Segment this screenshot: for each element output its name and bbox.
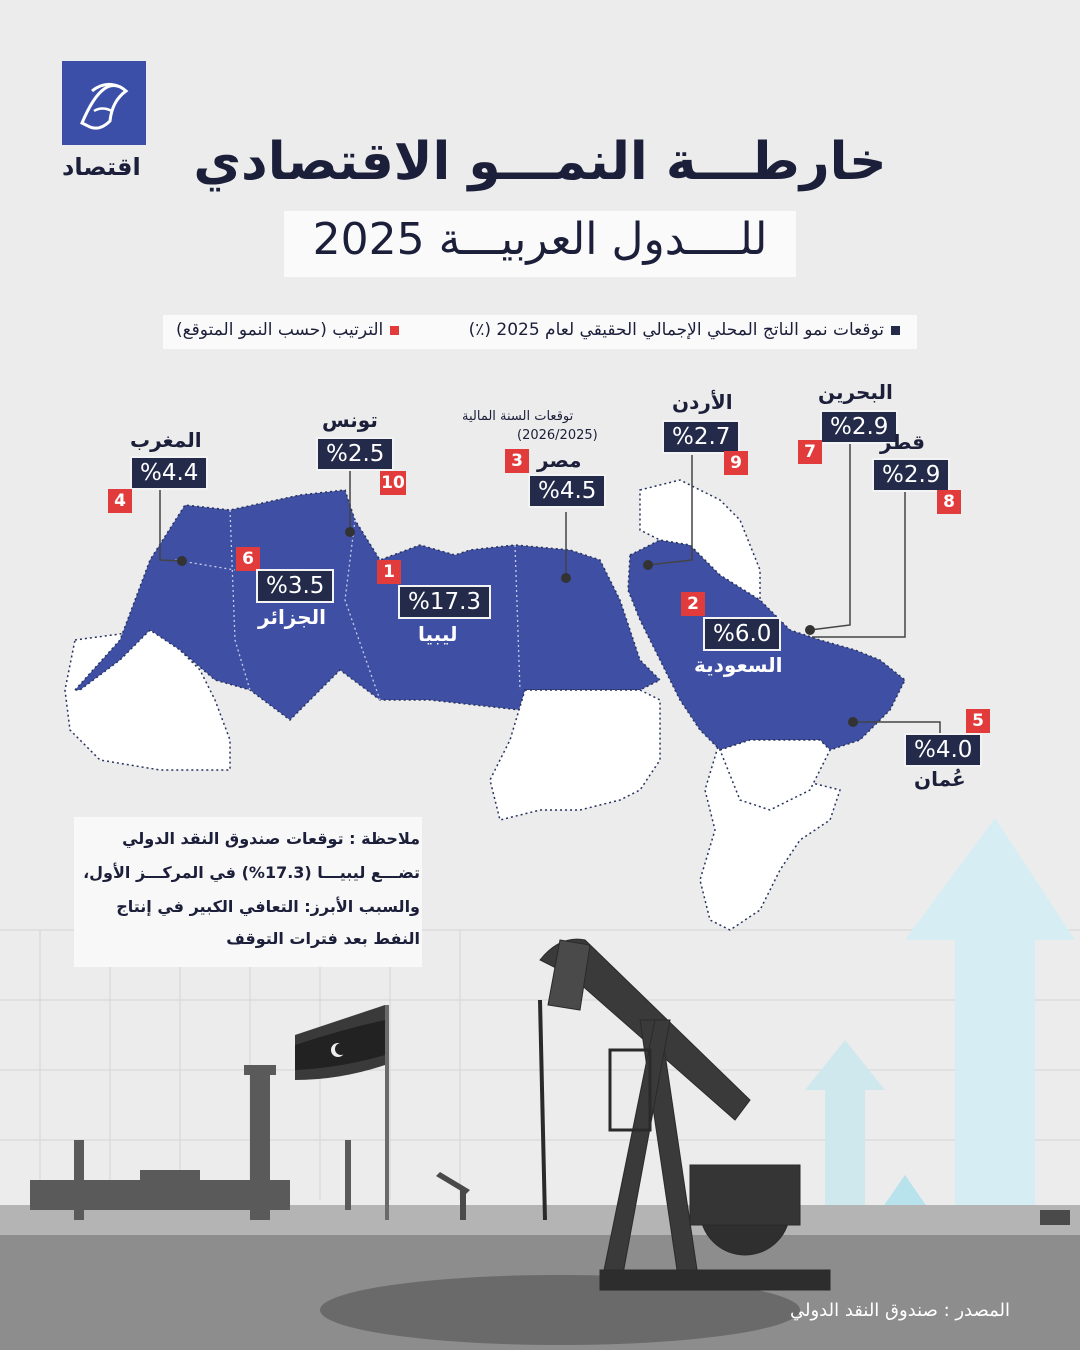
algeria-name: الجزائر	[258, 605, 327, 629]
saudi-rank: 2	[681, 592, 705, 616]
tunisia-rank: 10	[381, 473, 405, 493]
brand-label: اقتصاد	[62, 153, 141, 181]
jordan-name: الأردن	[672, 390, 733, 414]
oman-value: %4.0	[904, 733, 982, 767]
legend-item-rank	[176, 320, 399, 340]
refinery-silhouette	[30, 1065, 351, 1220]
page-title: خارطـــة النمـــو الاقتصادي	[193, 132, 887, 192]
note-line-2: تضـــع ليبيـــا (17.3%) في المركـــز الأول،	[83, 863, 420, 882]
qatar-name: قطر	[880, 430, 926, 454]
legend-square-icon	[891, 326, 900, 335]
bahrain-name: البحرين	[818, 380, 893, 404]
source-credit: المصدر : صندوق النقد الدولي	[790, 1300, 1010, 1321]
saudi-value: %6.0	[703, 617, 781, 651]
egypt-rank: 3	[505, 449, 529, 473]
note-line-4: النفط بعد فترات التوقف	[226, 929, 420, 948]
egypt-name: مصر	[537, 448, 582, 472]
morocco-value: %4.4	[130, 456, 208, 490]
qatar-line	[812, 490, 905, 637]
legend-label: الترتيب (حسب النمو المتوقع)	[176, 320, 384, 340]
morocco-rank: 4	[108, 489, 132, 513]
libya-flag	[295, 1005, 389, 1220]
oman-rank: 5	[966, 709, 990, 733]
qatar-value: %2.9	[872, 458, 950, 492]
legend-square-icon	[390, 326, 399, 335]
bahrain-line	[810, 440, 850, 630]
brand-logo	[62, 61, 146, 145]
morocco-name: المغرب	[130, 428, 202, 452]
tunisia-value: %2.5	[316, 437, 394, 471]
libya-rank: 1	[377, 560, 401, 584]
jordan-rank: 9	[724, 451, 748, 475]
note-line-1: ملاحظة : توقعات صندوق النقد الدولي	[122, 829, 420, 848]
qatar-rank: 8	[937, 490, 961, 514]
algeria-value: %3.5	[256, 569, 334, 603]
egypt-value: %4.5	[528, 474, 606, 508]
brand-calligraphy-icon	[62, 61, 146, 145]
legend-item-growth	[469, 320, 900, 340]
egypt-note-line1: توقعات السنة المالية	[462, 409, 574, 424]
bahrain-rank: 7	[798, 440, 822, 464]
jordan-value: %2.7	[662, 420, 740, 454]
tunisia-name: تونس	[322, 408, 378, 432]
libya-name: ليبيا	[418, 622, 458, 646]
libya-value: %17.3	[398, 585, 491, 619]
bahrain-value: %2.9	[820, 410, 898, 444]
page-subtitle: للــــدول العربيـــة 2025	[312, 214, 768, 265]
note-line-3: والسبب الأبرز: التعافي الكبير في إنتاج	[116, 897, 420, 916]
algeria-rank: 6	[236, 547, 260, 571]
legend-label: توقعات نمو الناتج المحلي الإجمالي الحقيقي لعام 2025 (٪)	[468, 320, 884, 340]
egypt-note-line2: (2026/2025)	[517, 428, 598, 443]
saudi-name: السعودية	[694, 653, 783, 677]
oman-name: عُمان	[914, 767, 966, 791]
